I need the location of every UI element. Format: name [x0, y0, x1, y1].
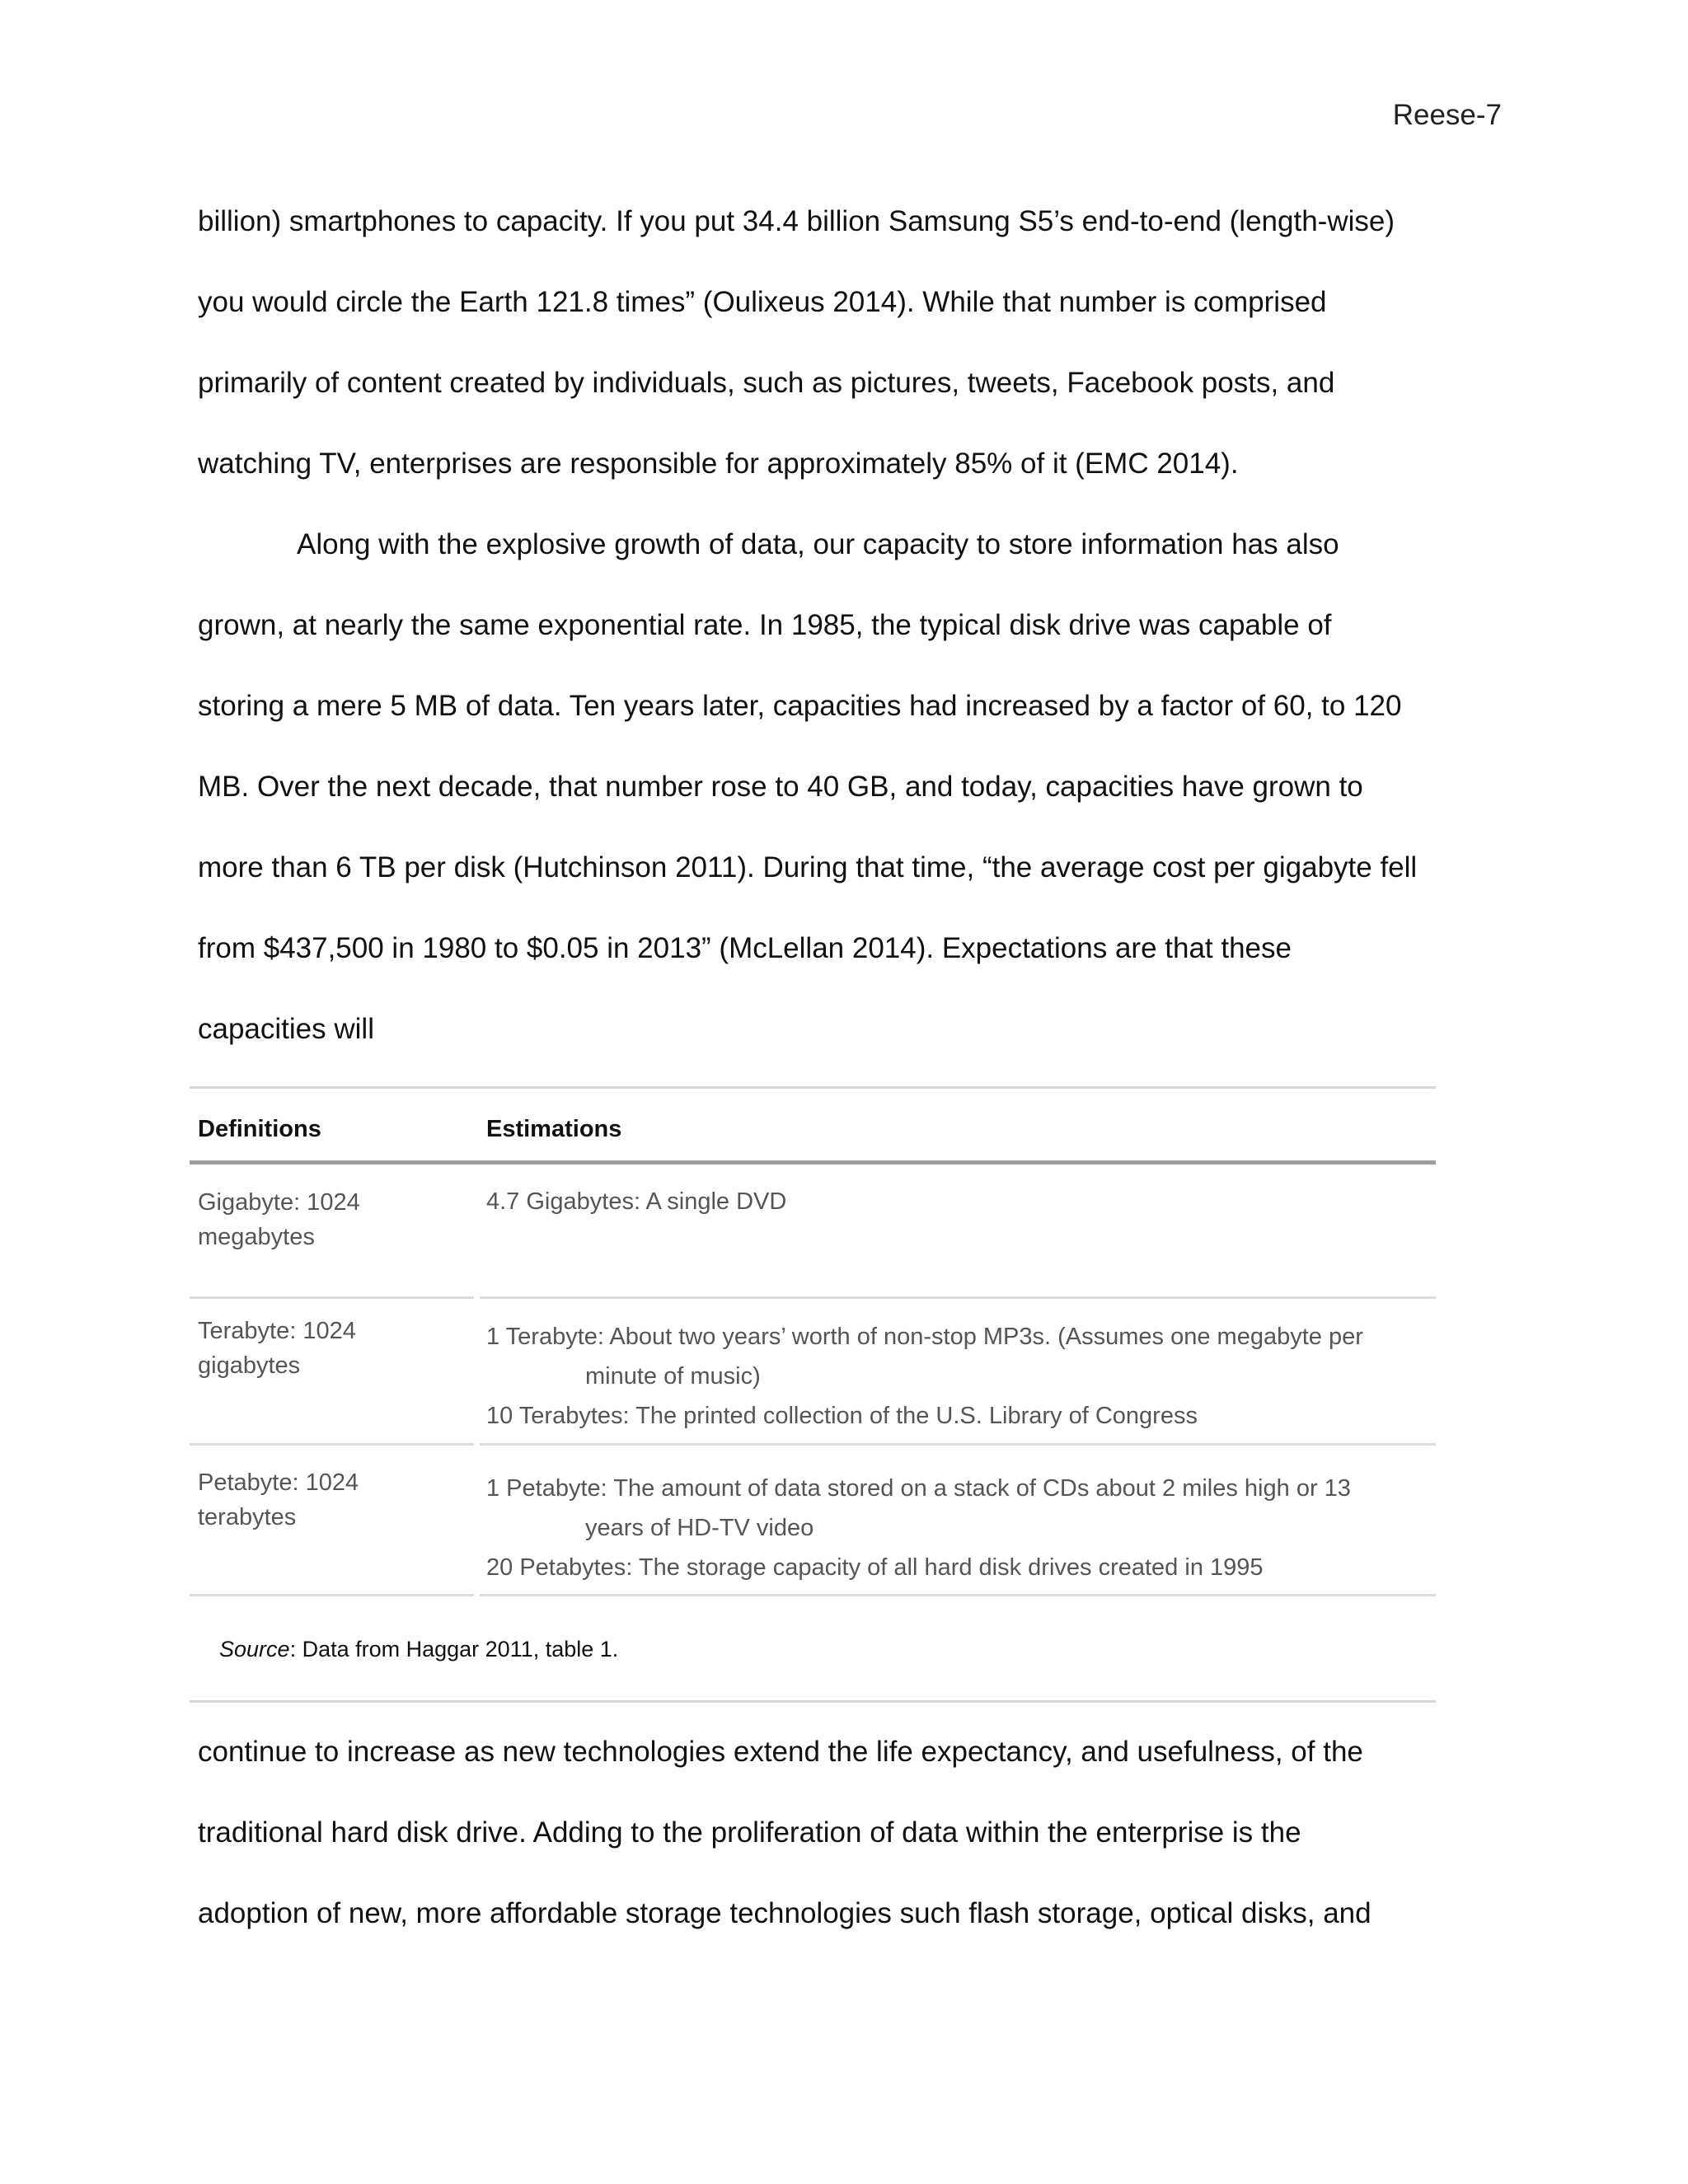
- text-line: MB. Over the next decade, that number rose to 40 GB, and today, capacities have grown to: [198, 771, 1363, 803]
- table-row: [190, 1167, 1436, 1299]
- caption-label: Source: [219, 1637, 290, 1661]
- text-line: billion) smartphones to capacity. If you put 34.4 billion Samsung S5’s end-to-end (length-wise): [198, 205, 1395, 237]
- definition-text: Terabyte: 1024: [198, 1318, 356, 1344]
- definition-text: Petabyte: 1024: [198, 1469, 359, 1496]
- text-line: watching TV, enterprises are responsible for approximately 85% of it (EMC 2014).: [198, 448, 1239, 480]
- definition-text: megabytes: [198, 1224, 315, 1250]
- text-line: grown, at nearly the same exponential rate. In 1985, the typical disk drive was capable of: [198, 609, 1332, 641]
- estimation-text: minute of music): [585, 1363, 761, 1390]
- row-divider: [190, 1443, 474, 1446]
- estimation-text: years of HD-TV video: [585, 1515, 814, 1541]
- estimation-cell: [486, 1317, 1426, 1436]
- paragraph-1: [198, 181, 1500, 504]
- definition-text: terabytes: [198, 1504, 297, 1530]
- text-line: Along with the explosive growth of data, our capacity to store information has also: [297, 528, 1339, 560]
- text-line: more than 6 TB per disk (Hutchinson 2011). During that time, “the average cost per gigabyte fell: [198, 851, 1418, 883]
- text-line: capacities will: [198, 1013, 374, 1045]
- table-row: [190, 1447, 1436, 1597]
- table-row: [190, 1299, 1436, 1447]
- text-line: primarily of content created by individuals, such as pictures, tweets, Facebook posts, and: [198, 367, 1335, 399]
- definition-cell: [198, 1185, 445, 1254]
- definition-text: Gigabyte: 1024: [198, 1189, 360, 1216]
- row-divider: [480, 1594, 1436, 1596]
- table-bottom-rule: [190, 1700, 1436, 1703]
- text-line: continue to increase as new technologies extend the life expectancy, and usefulness, of the: [198, 1736, 1363, 1768]
- estimation-text: 10 Terabytes: The printed collection of the U.S. Library of Congress: [486, 1403, 1198, 1429]
- text-line: adoption of new, more affordable storage technologies such flash storage, optical disks, and: [198, 1897, 1372, 1929]
- row-divider: [480, 1443, 1436, 1446]
- text-line: storing a mere 5 MB of data. Ten years later, capacities had increased by a factor of 60, to 120: [198, 690, 1402, 722]
- table-top-rule: [190, 1086, 1436, 1089]
- table-body: [190, 1167, 1436, 1633]
- estimation-text: 1 Petabyte: The amount of data stored on a stack of CDs about 2 miles high or 13: [486, 1475, 1351, 1502]
- row-divider: [190, 1594, 474, 1596]
- estimation-text: 1 Terabyte: About two years’ worth of non-stop MP3s. (Assumes one megabyte per: [486, 1324, 1363, 1350]
- text-line: you would circle the Earth 121.8 times” (Oulixeus 2014). While that number is comprised: [198, 286, 1327, 318]
- estimation-cell: [486, 1469, 1426, 1587]
- caption-text: : Data from Haggar 2011, table 1.: [289, 1637, 619, 1661]
- table-header-estimations: Estimations: [486, 1116, 622, 1142]
- paragraph-2: [198, 504, 1500, 1070]
- table-header-rule: [190, 1160, 1436, 1165]
- definition-cell: [198, 1465, 445, 1535]
- paragraph-3: [198, 1712, 1500, 1954]
- text-line: traditional hard disk drive. Adding to the proliferation of data within the enterprise is the: [198, 1816, 1301, 1849]
- table-header-definitions: Definitions: [198, 1116, 321, 1142]
- storage-units-table: [190, 1086, 1436, 1706]
- table-caption: [219, 1637, 618, 1662]
- estimation-text: 4.7 Gigabytes: A single DVD: [486, 1188, 787, 1215]
- definition-cell: [198, 1314, 445, 1383]
- estimation-cell: [486, 1182, 1426, 1221]
- definition-text: gigabytes: [198, 1352, 301, 1379]
- estimation-text: 20 Petabytes: The storage capacity of all hard disk drives created in 1995: [486, 1554, 1264, 1581]
- text-line: from $437,500 in 1980 to $0.05 in 2013” (McLellan 2014). Expectations are that these: [198, 932, 1292, 964]
- running-head: Reese-7: [1392, 99, 1502, 131]
